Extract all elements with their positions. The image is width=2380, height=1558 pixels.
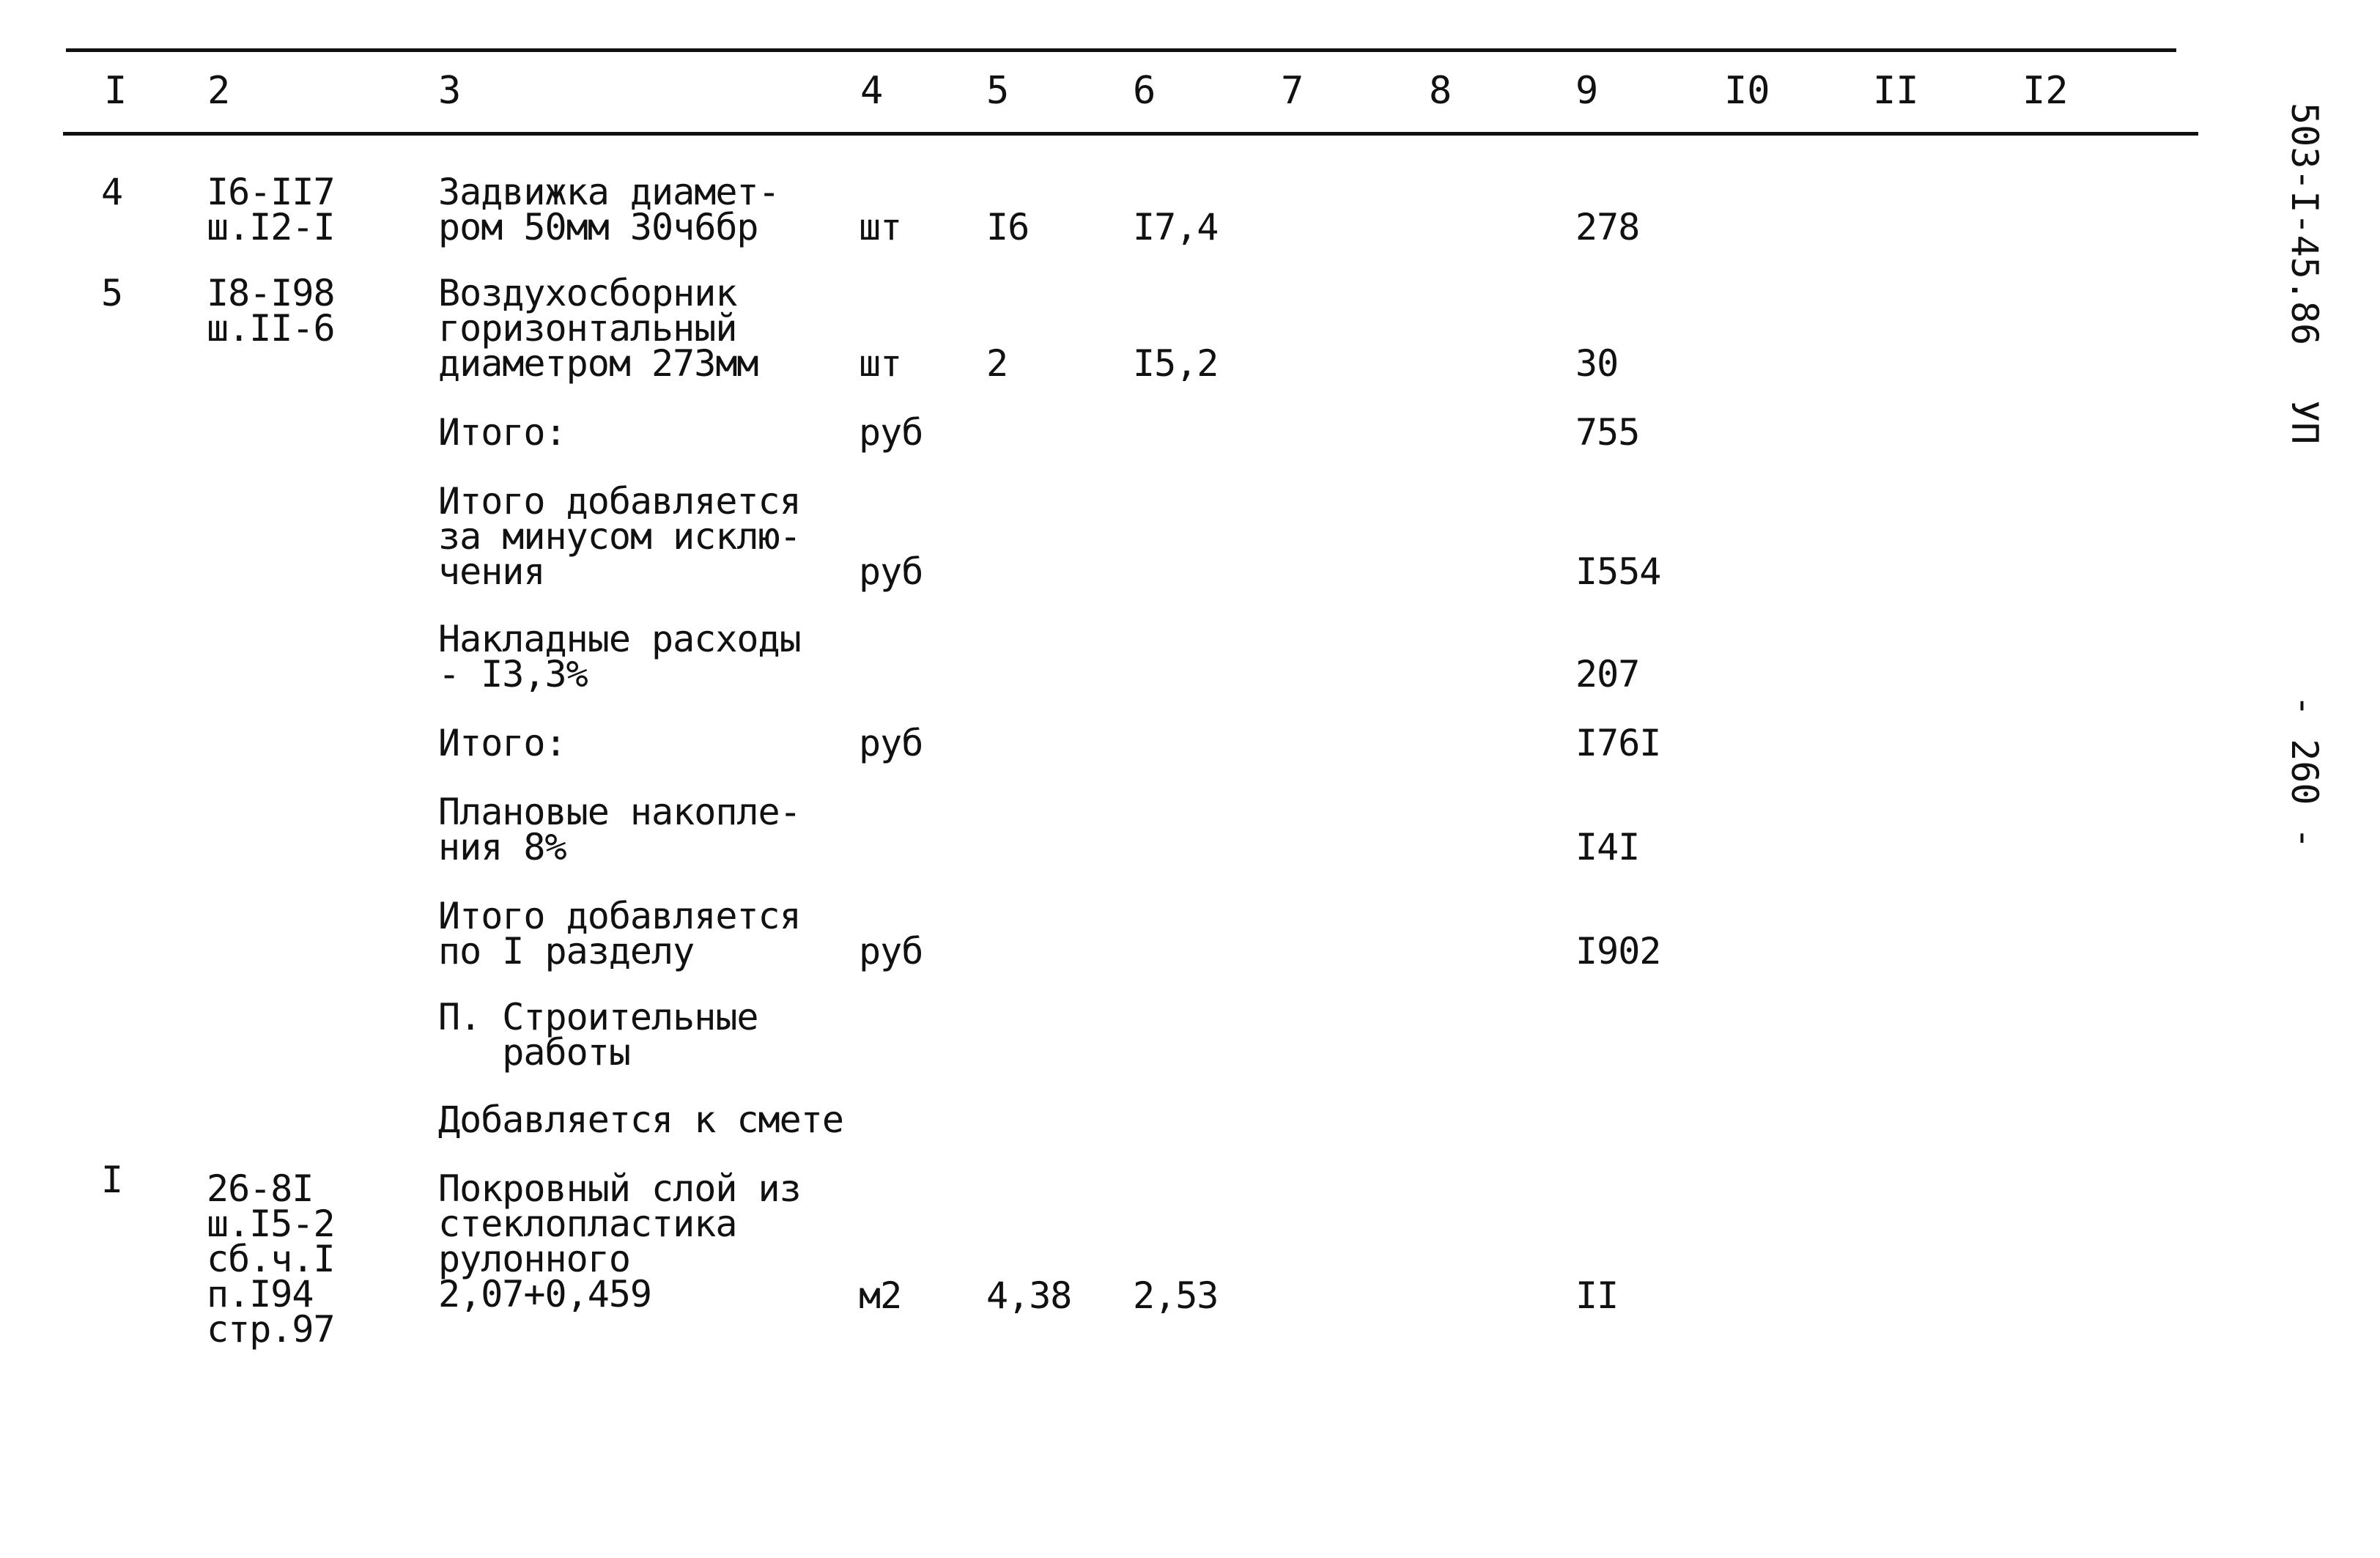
unit-price: I7,4: [1133, 206, 1219, 248]
norm-reference: 26-8I ш.I5-2 сб.ч.I п.I94 стр.97: [207, 1167, 335, 1351]
header-cell: 9: [1575, 69, 1599, 113]
page-number: - 260 -: [2283, 695, 2326, 849]
row-number: I: [101, 1159, 123, 1201]
unit-price: 2,53: [1133, 1274, 1219, 1317]
item-description: Итого:: [438, 411, 566, 454]
item-description: Покровный слой из стеклопластика рулонного 2,07+0,459: [438, 1167, 801, 1315]
row-number: 5: [101, 272, 123, 314]
header-cell: II: [1873, 69, 1919, 113]
unit: руб: [859, 930, 923, 972]
item-description: Воздухосборник горизонтальный диаметром 273мм: [438, 272, 758, 385]
quantity: 4,38: [986, 1274, 1072, 1317]
unit: шт: [859, 206, 902, 248]
unit: м2: [859, 1274, 902, 1317]
total: 207: [1575, 653, 1640, 695]
total: I4I: [1575, 826, 1640, 868]
total: 278: [1575, 206, 1640, 248]
item-description: Итого добавляется за минусом исклю- чения: [438, 480, 801, 593]
header-rule: [63, 132, 2198, 136]
total: I76I: [1575, 722, 1661, 764]
album-number: УП: [2283, 400, 2326, 445]
header-cell: 3: [438, 69, 462, 113]
item-description: Накладные расходы - I3,3%: [438, 618, 801, 695]
total: I902: [1575, 930, 1661, 972]
header-cell: 6: [1133, 69, 1156, 113]
norm-reference: I8-I98 ш.II-6: [207, 272, 335, 350]
document-code: 503-I-45.86: [2283, 103, 2326, 346]
unit: руб: [859, 411, 923, 454]
header-cell: 7: [1281, 69, 1304, 113]
header-cell: 8: [1429, 69, 1452, 113]
total: I554: [1575, 550, 1661, 593]
header-cell: I: [104, 69, 128, 113]
norm-reference: I6-II7 ш.I2-I: [207, 171, 335, 248]
item-description: П. Строительные работы: [438, 996, 758, 1074]
header-cell: I0: [1724, 69, 1770, 113]
item-description: Добавляется к смете: [438, 1099, 843, 1141]
header-cell: 4: [860, 69, 884, 113]
top-rule: [66, 48, 2176, 52]
item-description: Плановые накопле- ния 8%: [438, 791, 801, 868]
unit: руб: [859, 550, 923, 593]
total: 755: [1575, 411, 1640, 454]
header-cell: I2: [2022, 69, 2069, 113]
total: 30: [1575, 342, 1619, 385]
unit: шт: [859, 342, 902, 385]
header-cell: 5: [986, 69, 1010, 113]
total: II: [1575, 1274, 1619, 1317]
quantity: 2: [986, 342, 1008, 385]
item-description: Задвижка диамет- ром 50мм 30ч6бр: [438, 171, 780, 248]
row-number: 4: [101, 171, 123, 213]
item-description: Итого добавляется по I разделу: [438, 895, 801, 972]
unit-price: I5,2: [1133, 342, 1219, 385]
quantity: I6: [986, 206, 1030, 248]
header-cell: 2: [207, 69, 231, 113]
item-description: Итого:: [438, 722, 566, 764]
unit: руб: [859, 722, 923, 764]
